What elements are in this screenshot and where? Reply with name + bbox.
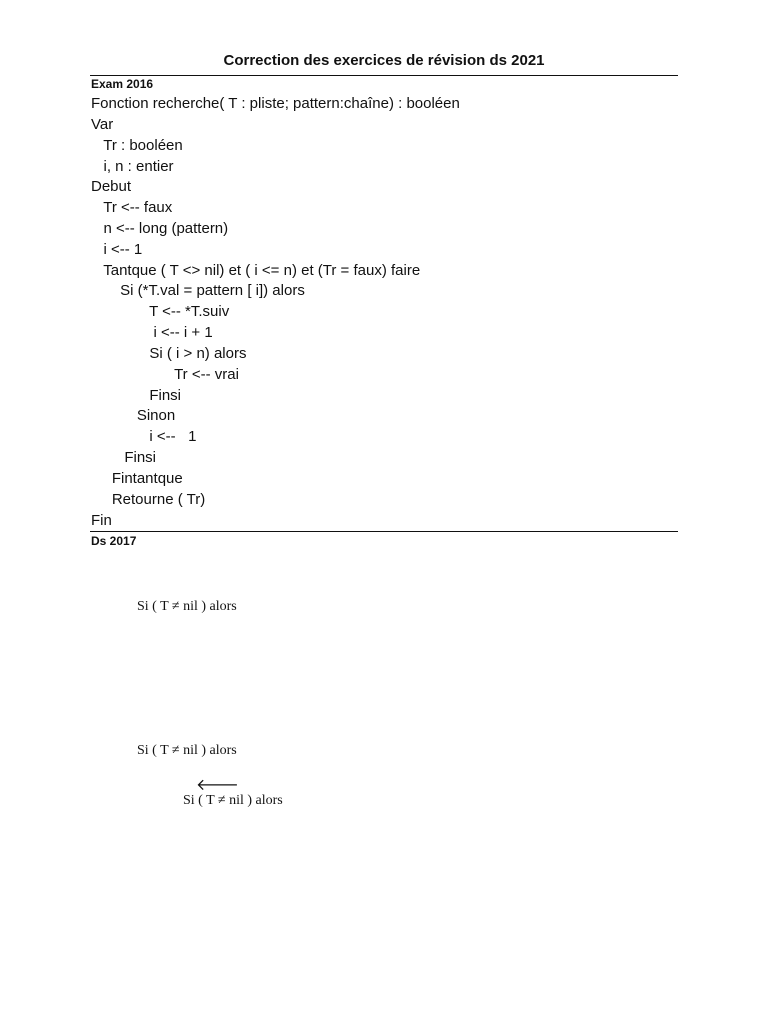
code-line: n <-- long (pattern) bbox=[91, 220, 229, 237]
exam-2016-label: Exam 2016 bbox=[91, 77, 154, 91]
code-line: Finsi bbox=[91, 387, 182, 404]
code-line: Tr : booléen bbox=[91, 137, 183, 154]
code-line: i <-- 1 bbox=[91, 241, 143, 258]
code-line: Finsi bbox=[91, 449, 157, 466]
code-line: Tantque ( T <> nil) et ( i <= n) et (Tr = faux) faire bbox=[91, 262, 421, 279]
code-line: i <-- 1 bbox=[91, 428, 197, 445]
middle-divider bbox=[90, 531, 678, 532]
code-line: Tr <-- vrai bbox=[91, 366, 239, 383]
ds-2017-label: Ds 2017 bbox=[91, 534, 137, 548]
code-line: Retourne ( Tr) bbox=[91, 491, 206, 508]
code-line: Fintantque bbox=[91, 470, 183, 487]
code-line: Var bbox=[91, 116, 114, 133]
code-line: Fin bbox=[91, 512, 112, 529]
code-line: Si (*T.val = pattern [ i]) alors bbox=[91, 282, 305, 299]
code-line: i <-- i + 1 bbox=[91, 324, 213, 341]
document-title: Correction des exercices de révision ds 2021 bbox=[223, 52, 545, 69]
code-line: Si ( i > n) alors bbox=[91, 345, 247, 362]
ds-2017-line: Si ( T ≠ nil ) alors bbox=[137, 599, 237, 614]
code-line: Fonction recherche( T : pliste; pattern:chaîne) : booléen bbox=[91, 95, 460, 112]
left-arrow-icon: 🡐 bbox=[196, 777, 239, 794]
code-line: Sinon bbox=[91, 407, 176, 424]
ds-2017-line: Si ( T ≠ nil ) alors bbox=[183, 793, 283, 808]
top-divider bbox=[90, 75, 678, 76]
ds-2017-line: Si ( T ≠ nil ) alors bbox=[137, 743, 237, 758]
code-line: Tr <-- faux bbox=[91, 199, 173, 216]
code-line: Debut bbox=[91, 178, 132, 195]
code-line: T <-- *T.suiv bbox=[91, 303, 230, 320]
code-line: i, n : entier bbox=[91, 158, 174, 175]
